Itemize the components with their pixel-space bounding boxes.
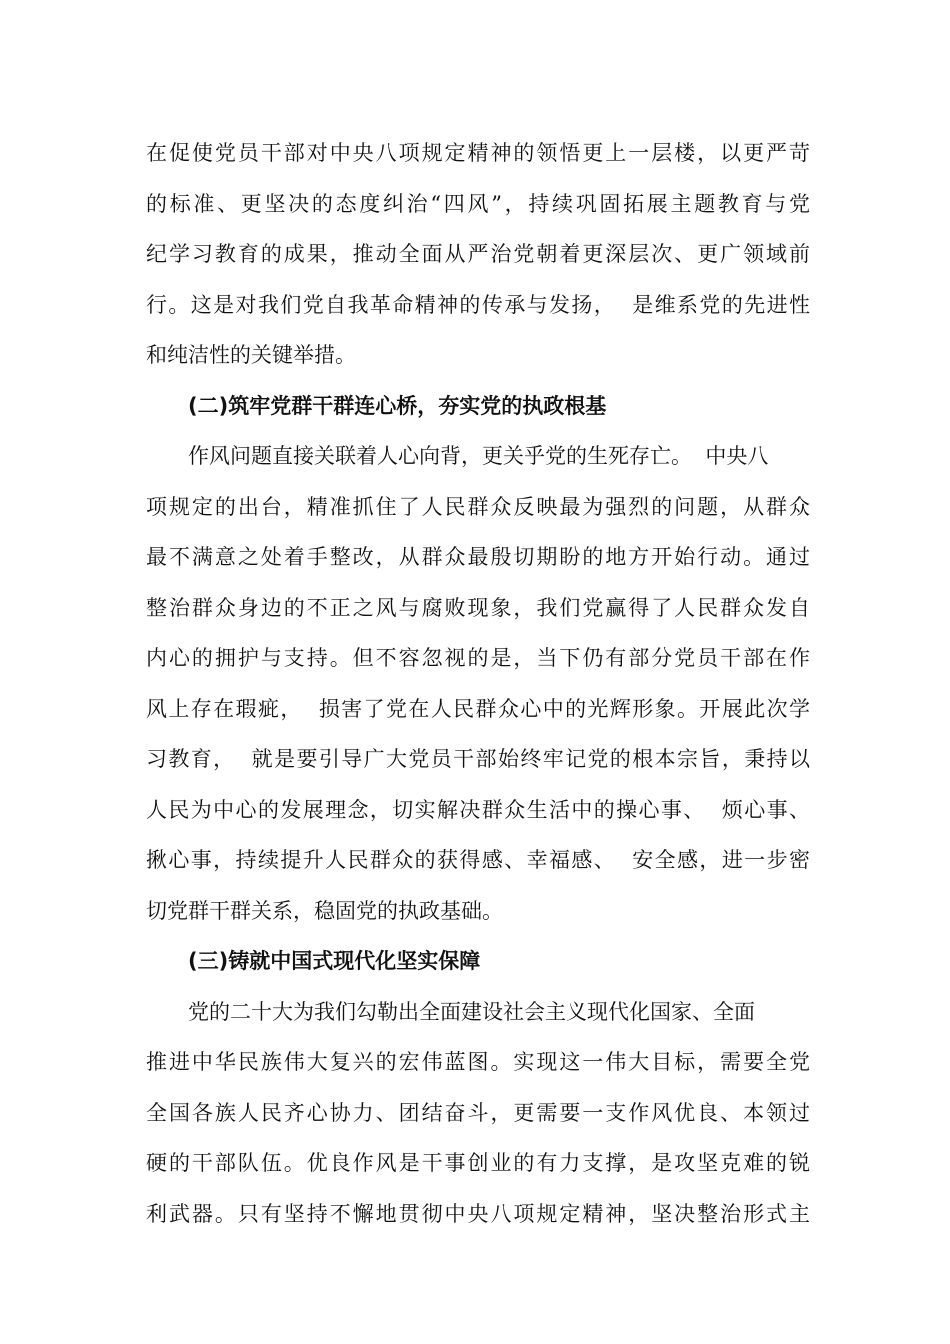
paragraph-line: 内心的拥护与支持。但不容忽视的是，当下仍有部分党员干部在作: [146, 646, 810, 670]
paragraph-line: 纪学习教育的成果，推动全面从严治党朝着更深层次、更广领域前: [146, 242, 810, 266]
paragraph-line: 推进中华民族伟大复兴的宏伟蓝图。实现这一伟大目标，需要全党: [146, 1050, 810, 1074]
paragraph-line: 风上存在瑕疵， 损害了党在人民群众心中的光辉形象。开展此次学: [146, 696, 810, 721]
paragraph-line: 党的二十大为我们勾勒出全面建设社会主义现代化国家、全面: [188, 999, 755, 1024]
paragraph-line: 的标准、更坚决的态度纠治“四风”，持续巩固拓展主题教育与党: [146, 191, 810, 216]
section-heading-2: (二)筑牢党群干群连心桥，夯实党的执政根基: [188, 393, 607, 418]
paragraph-line: 整治群众身边的不正之风与腐败现象，我们党赢得了人民群众发自: [146, 595, 810, 620]
paragraph-line: 人民为中心的发展理念，切实解决群众生活中的操心事、 烦心事、: [146, 797, 810, 822]
paragraph-line: 利武器。只有坚持不懈地贯彻中央八项规定精神，坚决整治形式主: [146, 1201, 810, 1226]
section-heading-3: (三)铸就中国式现代化坚实保障: [188, 949, 481, 973]
paragraph-line: 最不满意之处着手整改，从群众最殷切期盼的地方开始行动。通过: [146, 545, 810, 569]
paragraph-line: 和纯洁性的关键举措。: [146, 343, 356, 367]
paragraph-line: 揪心事，持续提升人民群众的获得感、幸福感、 安全感，进一步密: [146, 848, 810, 872]
paragraph-line: 习教育， 就是要引导广大党员干部始终牢记党的根本宗旨，秉持以: [146, 747, 810, 771]
paragraph-line: 作风问题直接关联着人心向背，更关乎党的生死存亡。 中央八: [188, 444, 769, 468]
document-body: [146, 128, 810, 1239]
paragraph-line: 行。这是对我们党自我革命精神的传承与发扬， 是维系党的先进性: [146, 292, 810, 317]
paragraph-line: 切党群干群关系，稳固党的执政基础。: [146, 898, 503, 923]
paragraph-line: 硬的干部队伍。优良作风是干事创业的有力支撑，是攻坚克难的锐: [146, 1151, 810, 1175]
paragraph-line: 在促使党员干部对中央八项规定精神的领悟更上一层楼，以更严苛: [146, 141, 810, 165]
paragraph-line: 项规定的出台，精准抓住了人民群众反映最为强烈的问题，从群众: [146, 494, 810, 519]
paragraph-line: 全国各族人民齐心协力、团结奋斗，更需要一支作风优良、本领过: [146, 1100, 810, 1125]
